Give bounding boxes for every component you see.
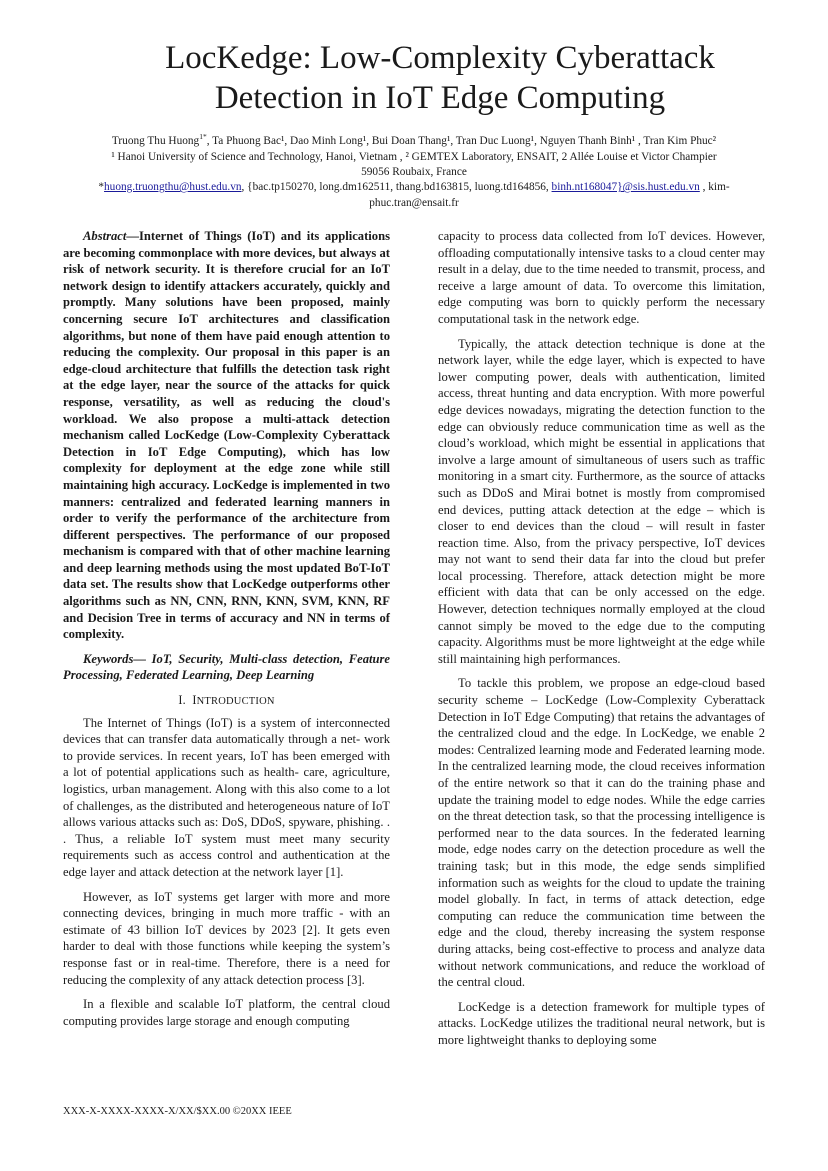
copyright-footer: XXX-X-XXXX-XXXX-X/XX/$XX.00 ©20XX IEEE [63,1106,292,1117]
title-line-1: LocKedge: Low-Complexity Cyberattack [165,40,715,76]
email-tail: , kim-phuc.tran@ensait.fr [369,181,730,209]
abstract-dash: — [126,229,139,243]
email-link-1[interactable]: huong.truongthu@hust.edu.vn [104,181,242,193]
email-link-2[interactable]: binh.nt168047}@sis.hust.edu.vn [551,181,700,193]
email-middle: , {bac.tp150270, long.dm162511, thang.bd163815, luong.td164856, [241,181,552,193]
left-column [63,228,390,1037]
section-title-rest: NTRODUCTION [196,696,275,708]
author-first-sup: 1* [199,132,207,142]
paragraph: In a flexible and scalable IoT platform, the central cloud computing provides large storage and enough computing [63,997,390,1028]
affiliation-line-2: 59056 Roubaix, France [361,166,467,178]
right-column [438,228,765,1057]
email-star: * [98,181,105,193]
paragraph: To tackle this problem, we propose an edge-cloud based security scheme – LocKedge (Low-Complexity Cyberattack Detection in IoT Edge Computing) that retains the advantages of the centralized cloud and the edge. In LocKedge, we enable 2 modes: Centralized learning mode and Federated learning mode. In the centralized learning mode, the cloud receives information of the entire network so that it can do the training phase and update the training model to edge nodes. While the edge carries on the threat detection task, so that the processing intelligence is performed near to the data sources. In the federated learning mode, edge nodes carry on the detection procedure as well the training task; but in this mode, the edge sends simplified information such as weights for the cloud to update the training model globally. In fact, in terms of attack detection, edge computing can reduce the communication time between the edge and the cloud, thereby increasing the system response during attacks, being cost-effective to process and analyze data without network communications, and reduce the workload of the central cloud. [438,676,765,990]
section-heading-introduction [63,692,390,711]
paragraph: capacity to process data collected from IoT devices. However, offloading computationally intensive tasks to a cloud center may result in a delay, due to the time needed to transmit, process, and receive a large amount of data. To overcome this limitation, edge computing was born to quickly perform the necessary computational task in the network edge. [438,229,765,326]
author-block [58,134,770,181]
keywords: Keywords— IoT, Security, Multi-class detection, Feature Processing, Federated Learning, Deep Learning [63,651,390,683]
paragraph: The Internet of Things (IoT) is a system of interconnected devices that can transfer data automatically through a net- work to provide services. In recent years, IoT has been emerged with a lot of potential applications such as health- care, agriculture, logistics, urban management. Along with this also come to a lot of challenges, as the distributed and heterogeneous nature of IoT allows various attacks such as: DoS, DDoS, spyware, phishing. . . Thus, a reliable IoT system must meet many security requirements such as access control and authentication at the edge layer and attack detection at the network layer [1]. [63,715,390,879]
abstract-lead: Abstract [83,229,127,243]
author-rest: , Ta Phuong Bac¹, Dao Minh Long¹, Bui Doan Thang¹, Tran Duc Luong¹, Nguyen Thanh Binh¹ , Tran Kim Phuc² [206,135,717,147]
author-first: Truong Thu Huong [111,135,200,147]
paper-title [100,38,780,118]
section-number: I. [178,693,186,708]
affiliation-line: ¹ Hanoi University of Science and Technology, Hanoi, Vietnam , ² GEMTEX Laboratory, ENSAIT, 2 Allée Louise et Victor Champier [111,150,717,163]
paragraph: However, as IoT systems get larger with more and more connecting devices, bringing in much more traffic - with an estimate of 43 billion IoT devices by 2023 [2]. It gets even harder to deal with those functions while keeping the system’s response fast or in real-time. Therefore, there is a need for reducing the complexity of any attack detection process [3]. [63,889,390,987]
email-block [58,180,770,211]
abstract [63,228,390,643]
paragraph: LocKedge is a detection framework for multiple types of attacks. LocKedge utilizes the traditional neural network, but is more lightweight thanks to deploying some [438,999,765,1047]
abstract-body: Internet of Things (IoT) and its applications are becoming commonplace with more devices, but always at risk of network security. It is therefore crucial for an IoT network design to identify attackers accurately, quickly and promptly. Many solutions have been proposed, mainly concerning secure IoT architectures and classification algorithms, but none of them have paid enough attention to reducing the complexity. Our proposal in this paper is an edge-cloud architecture that fulfills the detection task right at the edge layer, near the source of the attacks for quick response, versatility, as well as reducing the cloud's workload. We also propose a multi-attack detection mechanism called LocKedge (Low-Complexity Cyberattack Detection in IoT Edge Computing), which has low complexity for deployment at the edge zone while still maintaining high accuracy. LocKedge is implemented in two manners: centralized and federated learning manners in order to verify the performance of the architecture from different perspectives. The performance of our proposed mechanism is compared with that of other machine learning and deep learning methods using the most updated BoT-IoT data set. The results show that LocKedge outperforms other algorithms such as NN, CNN, RNN, KNN, SVM, KNN, RF and Decision Tree in terms of accuracy and NN in terms of complexity. [63,229,390,642]
section-title-first: I [192,693,197,708]
paragraph: Typically, the attack detection technique is done at the network layer, while the edge layer, which is expected to have lower computing power, deals with authentication, limited access, threat hunting and data encryption. With more powerful edge devices nowadays, migrating the detection function to the edge can obviously reduce communication time as well as the cloud’s workload, which might be essential in applications that involve a large amount of simultaneous of users such as traffic monitoring in a smart city. Furthermore, as the source of attacks such as DDoS and Mirai botnet is mostly from compromised end devices, putting attack detection at the edge – which is closer to end devices than the cloud – will result in faster reaction time. Also, from the privacy perspective, IoT devices may not want to send their data far into the cloud but prefer local processing. Therefore, attack detection might be more efficient with data that can be only accessed on the edge. However, detection techniques normally employed at the cloud cannot simply be moved to the edge due to the computing capacity. Algorithms must be more lightweight at the edge while still maintaining high performances. [438,336,765,666]
title-line-2: Detection in IoT Edge Computing [214,80,666,116]
